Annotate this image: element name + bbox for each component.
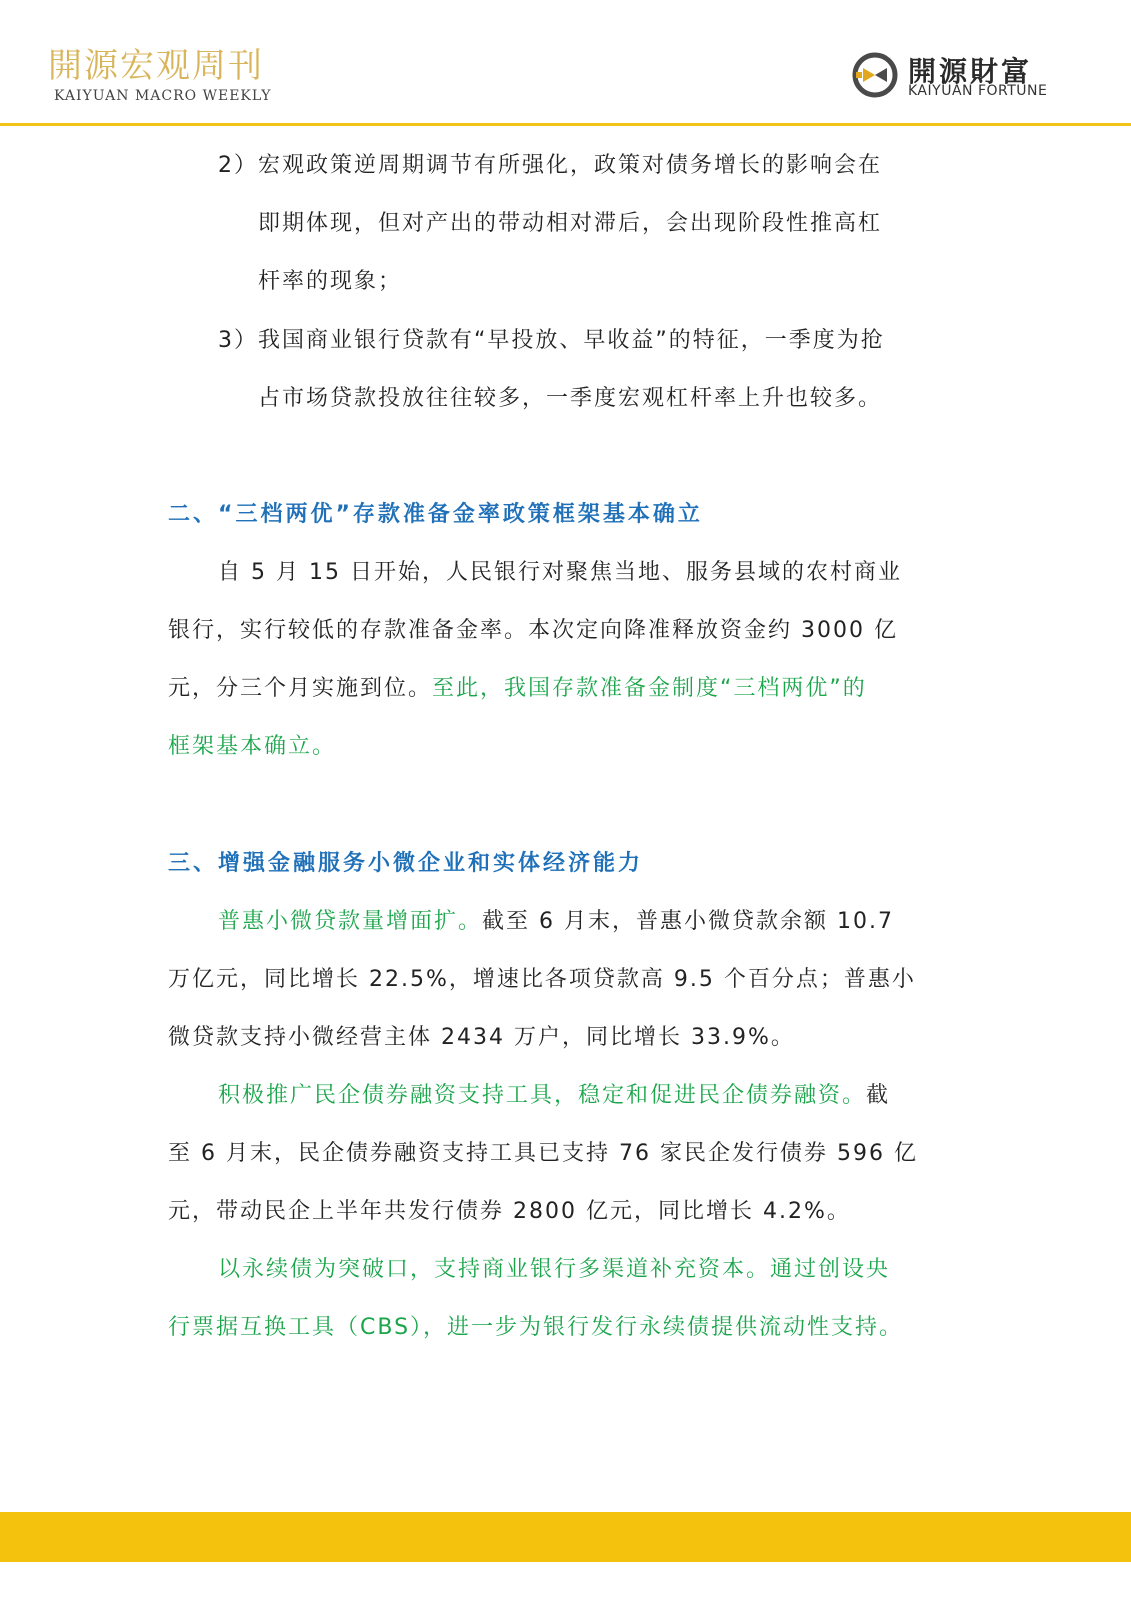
footer-bar bbox=[0, 1512, 1131, 1562]
kaiyuan-logo-icon bbox=[852, 52, 898, 98]
section-3-p1-highlight: 普惠小微贷款量增面扩。 bbox=[218, 909, 483, 934]
section-3-p1-line-1 bbox=[218, 904, 894, 935]
brand-logo-block bbox=[852, 50, 1082, 110]
section-2-line-3-text: 元，分三个月实施到位。 bbox=[168, 676, 433, 701]
section-3-heading: 三、增强金融服务小微企业和实体经济能力 bbox=[168, 851, 644, 876]
section-3-p2-highlight: 积极推广民企债券融资支持工具，稳定和促进民企债券融资。 bbox=[218, 1083, 867, 1108]
section-3-p2-line-1 bbox=[218, 1078, 890, 1109]
section-3-p1-line-3: 微贷款支持小微经营主体 2434 万户，同比增长 33.9%。 bbox=[168, 1025, 795, 1050]
section-2-line-1: 自 5 月 15 日开始，人民银行对聚焦当地、服务县域的农村商业 bbox=[218, 560, 902, 585]
section-2-heading: 二、“三档两优”存款准备金率政策框架基本确立 bbox=[168, 502, 703, 527]
section-3-p1-line-2: 万亿元，同比增长 22.5%，增速比各项贷款高 9.5 个百分点；普惠小 bbox=[168, 967, 916, 992]
section-3-p2-line-1-rest: 截 bbox=[866, 1083, 891, 1108]
section-3-p3-line-2: 行票据互换工具（CBS），进一步为银行发行永续债提供流动性支持。 bbox=[168, 1315, 904, 1340]
section-3-p3-line-1: 以永续债为突破口，支持商业银行多渠道补充资本。通过创设央 bbox=[218, 1257, 891, 1282]
list-item-3-line-2: 占市场贷款投放往往较多，一季度宏观杠杆率上升也较多。 bbox=[258, 386, 883, 411]
section-2-highlight: 至此，我国存款准备金制度“三档两优”的 bbox=[432, 676, 867, 701]
publication-title: 開源宏观周刊 bbox=[48, 46, 264, 86]
list-item-2-line-3: 杆率的现象； bbox=[258, 269, 403, 294]
list-item-2-line-2: 即期体现，但对产出的带动相对滞后，会出现阶段性推高杠 bbox=[258, 211, 883, 236]
header-divider bbox=[0, 123, 1131, 126]
section-2-line-2: 银行，实行较低的存款准备金率。本次定向降准释放资金约 3000 亿 bbox=[168, 618, 898, 643]
publication-subtitle: KAIYUAN MACRO WEEKLY bbox=[54, 88, 272, 104]
section-2-line-3 bbox=[168, 671, 867, 702]
section-3-p2-line-2: 至 6 月末，民企债券融资支持工具已支持 76 家民企发行债券 596 亿 bbox=[168, 1141, 918, 1166]
section-2-highlight-last: 框架基本确立。 bbox=[168, 734, 337, 759]
page-header bbox=[0, 0, 1131, 125]
list-item-2-line-1: 2）宏观政策逆周期调节有所强化，政策对债务增长的影响会在 bbox=[218, 153, 882, 178]
section-3-p1-line-1-rest: 截至 6 月末，普惠小微贷款余额 10.7 bbox=[482, 909, 894, 934]
brand-name-en: KAIYUAN FORTUNE bbox=[908, 83, 1048, 99]
section-3-p2-line-3: 元，带动民企上半年共发行债券 2800 亿元，同比增长 4.2%。 bbox=[168, 1199, 851, 1224]
list-item-3-line-1: 3）我国商业银行贷款有“早投放、早收益”的特征，一季度为抢 bbox=[218, 328, 885, 353]
brand-name-cn: 開源財富 bbox=[908, 55, 1033, 88]
